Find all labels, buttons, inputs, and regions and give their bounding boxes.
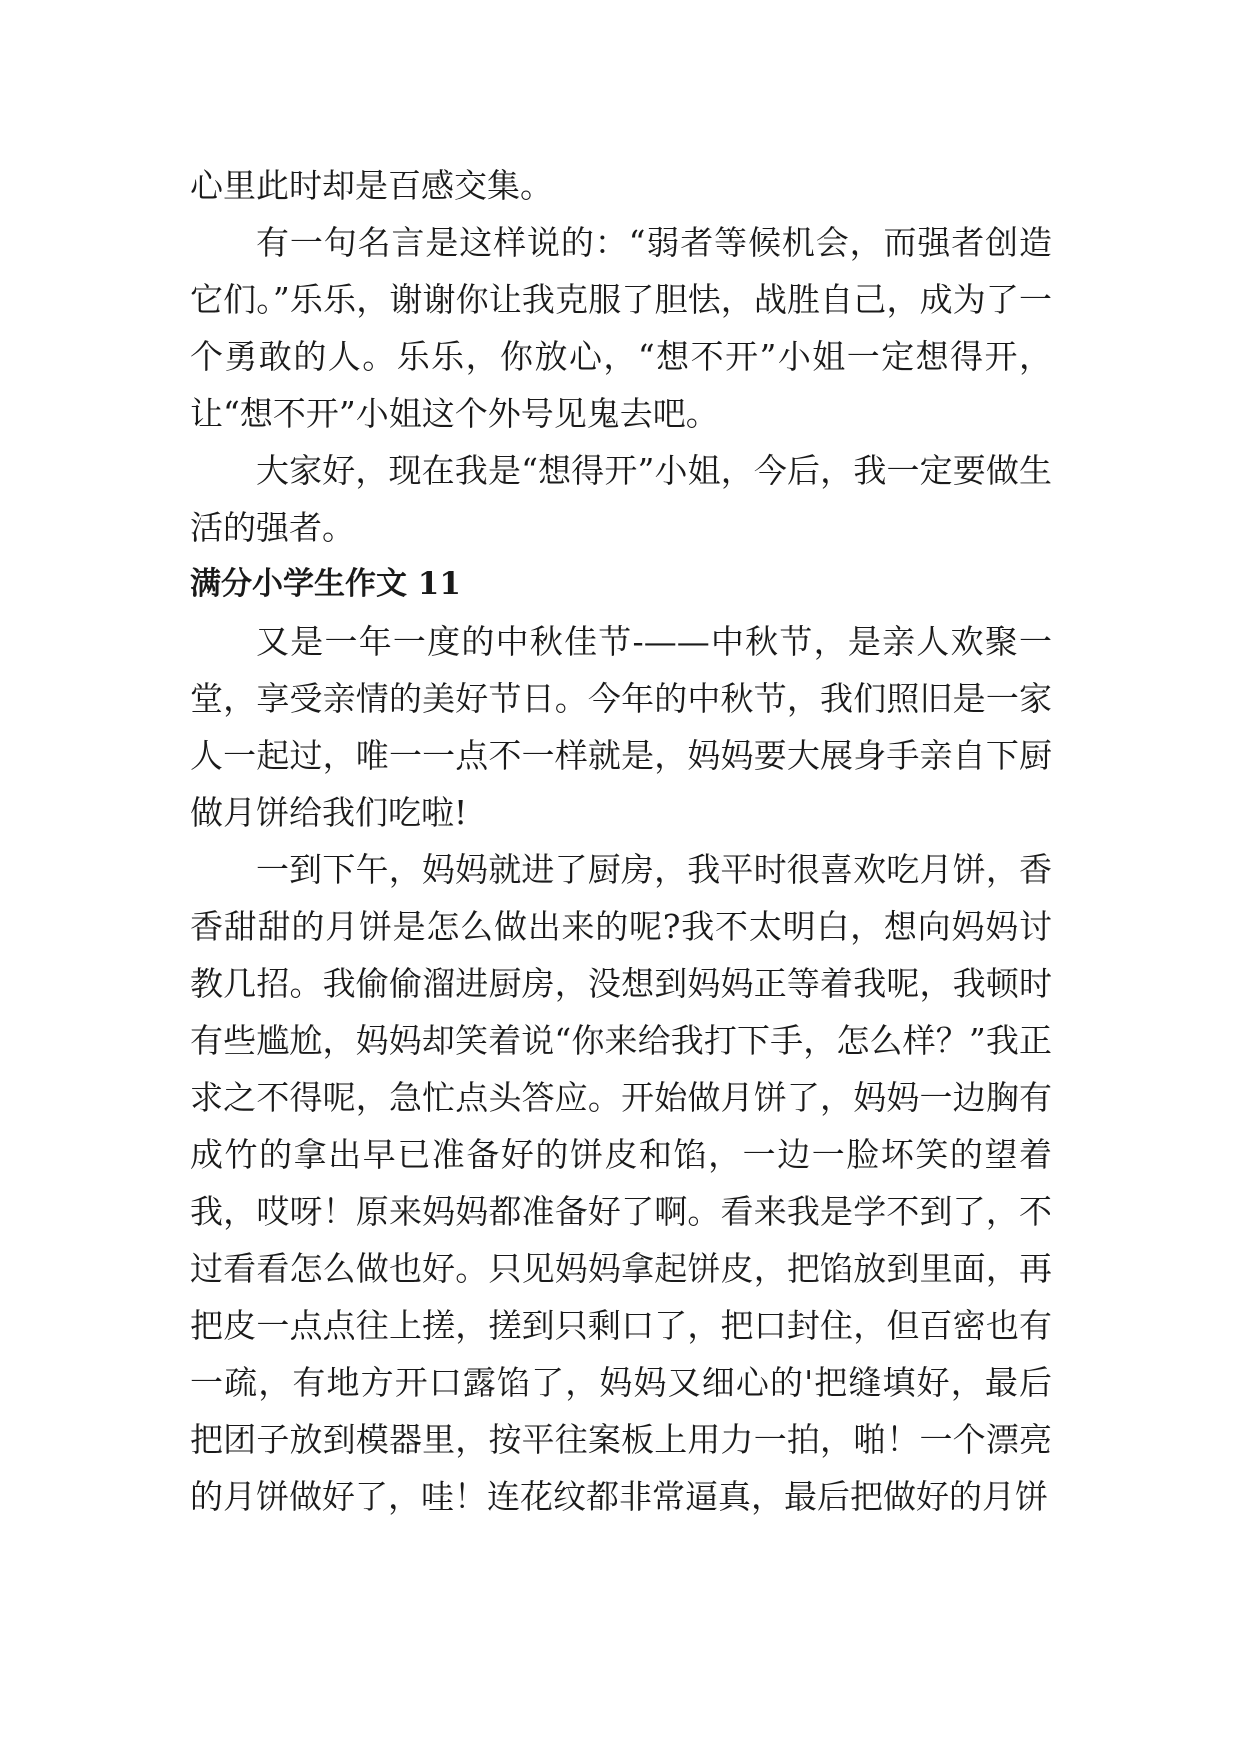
paragraph-continuation: 心里此时却是百感交集。 bbox=[190, 166, 553, 205]
document-body bbox=[190, 157, 1052, 1525]
paragraph-closing: 大家好，现在我是“想得开”小姐，今后，我一定要做生活的强者。 bbox=[190, 451, 1052, 547]
paragraph-story: 一到下午，妈妈就进了厨房，我平时很喜欢吃月饼，香香甜甜的月饼是怎么做出来的呢?我不太明白，想向妈妈讨教几招。我偷偷溜进厨房，没想到妈妈正等着我呢，我顿时有些尴尬，妈妈却笑着说“你来给我打下手，怎么样？”我正求之不得呢，急忙点头答应。开始做月饼了，妈妈一边胸有成竹的拿出早已准备好的饼皮和馅，一边一脸坏笑的望着我，哎呀！原来妈妈都准备好了啊。看来我是学不到了，不过看看怎么做也好。只见妈妈拿起饼皮，把馅放到里面，再把皮一点点往上搓，搓到只剩口了，把口封住，但百密也有一疏，有地方开口露馅了，妈妈又细心的'把缝填好，最后把团子放到模器里，按平往案板上用力一拍，啪！一个漂亮的月饼做好了，哇！连花纹都非常逼真，最后把做好的月饼 bbox=[190, 850, 1052, 1516]
paragraph-intro: 又是一年一度的中秋佳节-——中秋节，是亲人欢聚一堂，享受亲情的美好节日。今年的中秋节，我们照旧是一家人一起过，唯一一点不一样就是，妈妈要大展身手亲自下厨做月饼给我们吃啦! bbox=[190, 622, 1052, 832]
paragraph-quote: 有一句名言是这样说的：“弱者等候机会，而强者创造它们。”乐乐，谢谢你让我克服了胆怯，战胜自己，成为了一个勇敢的人。乐乐，你放心，“想不开”小姐一定想得开，让“想不开”小姐这个外号见鬼去吧。 bbox=[190, 223, 1052, 433]
essay-heading: 满分小学生作文 11 bbox=[190, 566, 461, 602]
